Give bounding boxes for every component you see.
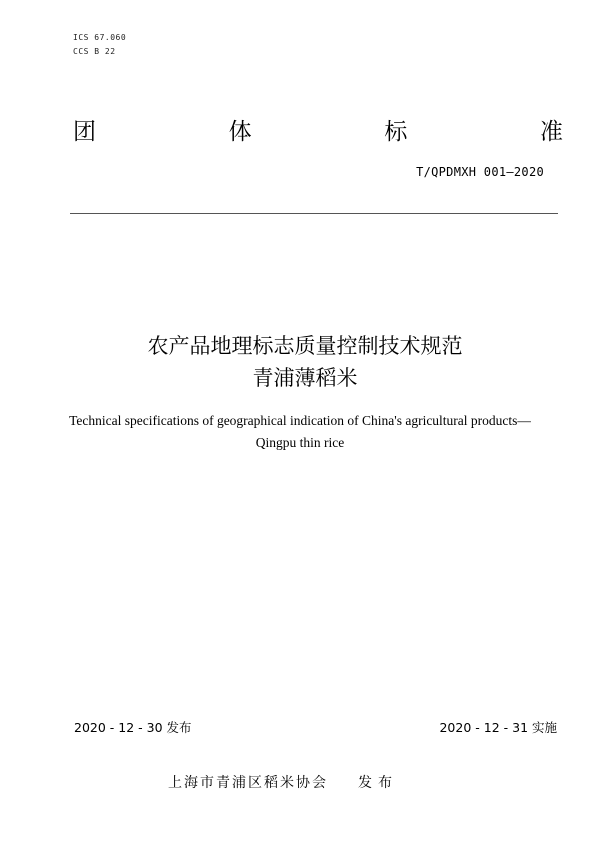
ics-code: ICS 67.060 — [73, 33, 127, 42]
standard-type-char: 准 — [539, 119, 563, 145]
standard-type-char: 标 — [384, 119, 408, 145]
standard-type-char: 体 — [228, 119, 252, 145]
issue-date: 2020 - 12 - 30 发布 — [74, 720, 192, 735]
chinese-title-line-2: 青浦薄稻米 — [252, 366, 358, 390]
publish-label: 发布 — [358, 775, 398, 791]
header-divider — [70, 213, 558, 214]
chinese-title-line-1: 农产品地理标志质量控制技术规范 — [147, 334, 463, 358]
english-title — [0, 410, 600, 454]
publisher-line — [168, 772, 398, 792]
standard-type-char: 团 — [73, 119, 96, 145]
english-title-line-1: Technical specifications of geographical indication of China's agricultural products— — [69, 413, 531, 428]
chinese-title — [0, 330, 600, 394]
standard-type-heading — [73, 117, 563, 147]
implementation-date: 2020 - 12 - 31 实施 — [439, 720, 557, 735]
english-title-line-2: Qingpu thin rice — [255, 435, 345, 450]
ccs-code: CCS B 22 — [73, 47, 116, 56]
standard-code: T/QPDMXH 001—2020 — [416, 165, 544, 179]
publisher-name: 上海市青浦区稻米协会 — [168, 775, 328, 791]
